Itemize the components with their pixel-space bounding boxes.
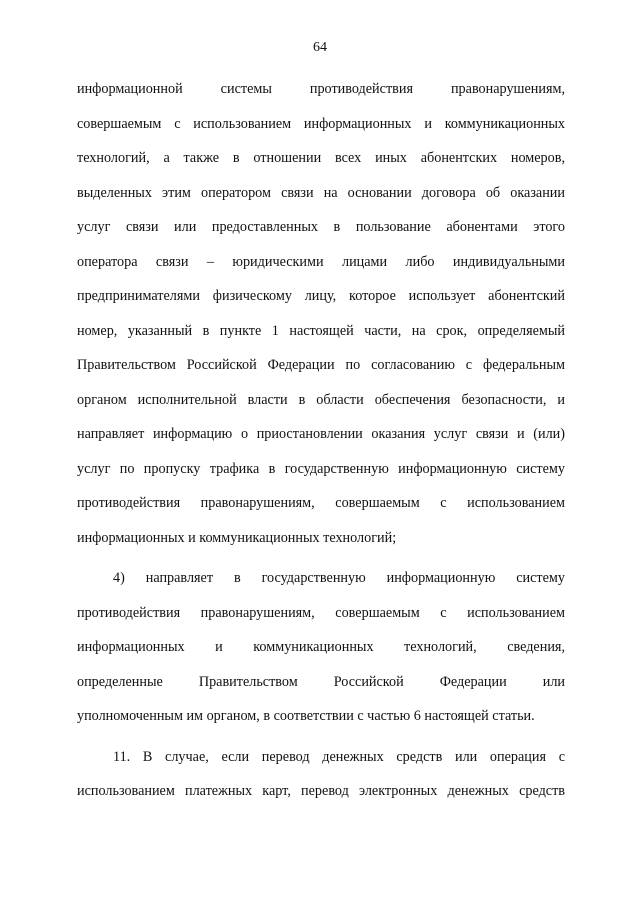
text-line: технологий, а также в отношении всех иных абонентских номеров, [77, 150, 565, 166]
text-line: 4) направляет в государственную информационную систему [113, 570, 565, 586]
text-line: противодействия правонарушениям, совершаемым с использованием [77, 495, 565, 511]
text-line: выделенных этим оператором связи на основании договора об оказании [77, 184, 565, 201]
text-line: предпринимателями физическому лицу, которое использует абонентский [77, 288, 565, 304]
text-line: совершаемым с использованием информационных и коммуникационных [77, 115, 565, 132]
text-line: услуг связи или предоставленных в пользование абонентами этого [77, 219, 565, 235]
text-line: уполномоченным им органом, в соответствии с частью 6 настоящей статьи. [77, 708, 535, 724]
text-line: информационных и коммуникационных технологий, сведения, [77, 639, 565, 655]
text-line: определенные Правительством Российской Федерации или [77, 673, 565, 690]
text-line: информационных и коммуникационных технологий; [77, 529, 397, 546]
text-line: направляет информацию о приостановлении оказания услуг связи и (или) [77, 426, 565, 442]
text-line: оператора связи – юридическими лицами либо индивидуальными [77, 253, 565, 270]
text-line: использованием платежных карт, перевод электронных денежных средств [77, 783, 565, 799]
paragraph-point-11 [77, 740, 565, 809]
text-line: противодействия правонарушениям, совершаемым с использованием [77, 604, 565, 621]
text-line: 11. В случае, если перевод денежных средств или операция с [113, 748, 565, 765]
text-line: услуг по пропуску трафика в государственную информационную систему [77, 460, 565, 477]
text-line: номер, указанный в пункте 1 настоящей части, на срок, определяемый [77, 322, 565, 339]
text-line: информационной системы противодействия правонарушениям, [77, 81, 565, 97]
text-line: Правительством Российской Федерации по согласованию с федеральным [77, 357, 565, 373]
page-number: 64 [313, 40, 327, 55]
paragraph-item-4 [77, 561, 565, 734]
document-body [77, 72, 565, 809]
paragraph-continuation [77, 72, 565, 555]
text-line: органом исполнительной власти в области обеспечения безопасности, и [77, 391, 565, 408]
